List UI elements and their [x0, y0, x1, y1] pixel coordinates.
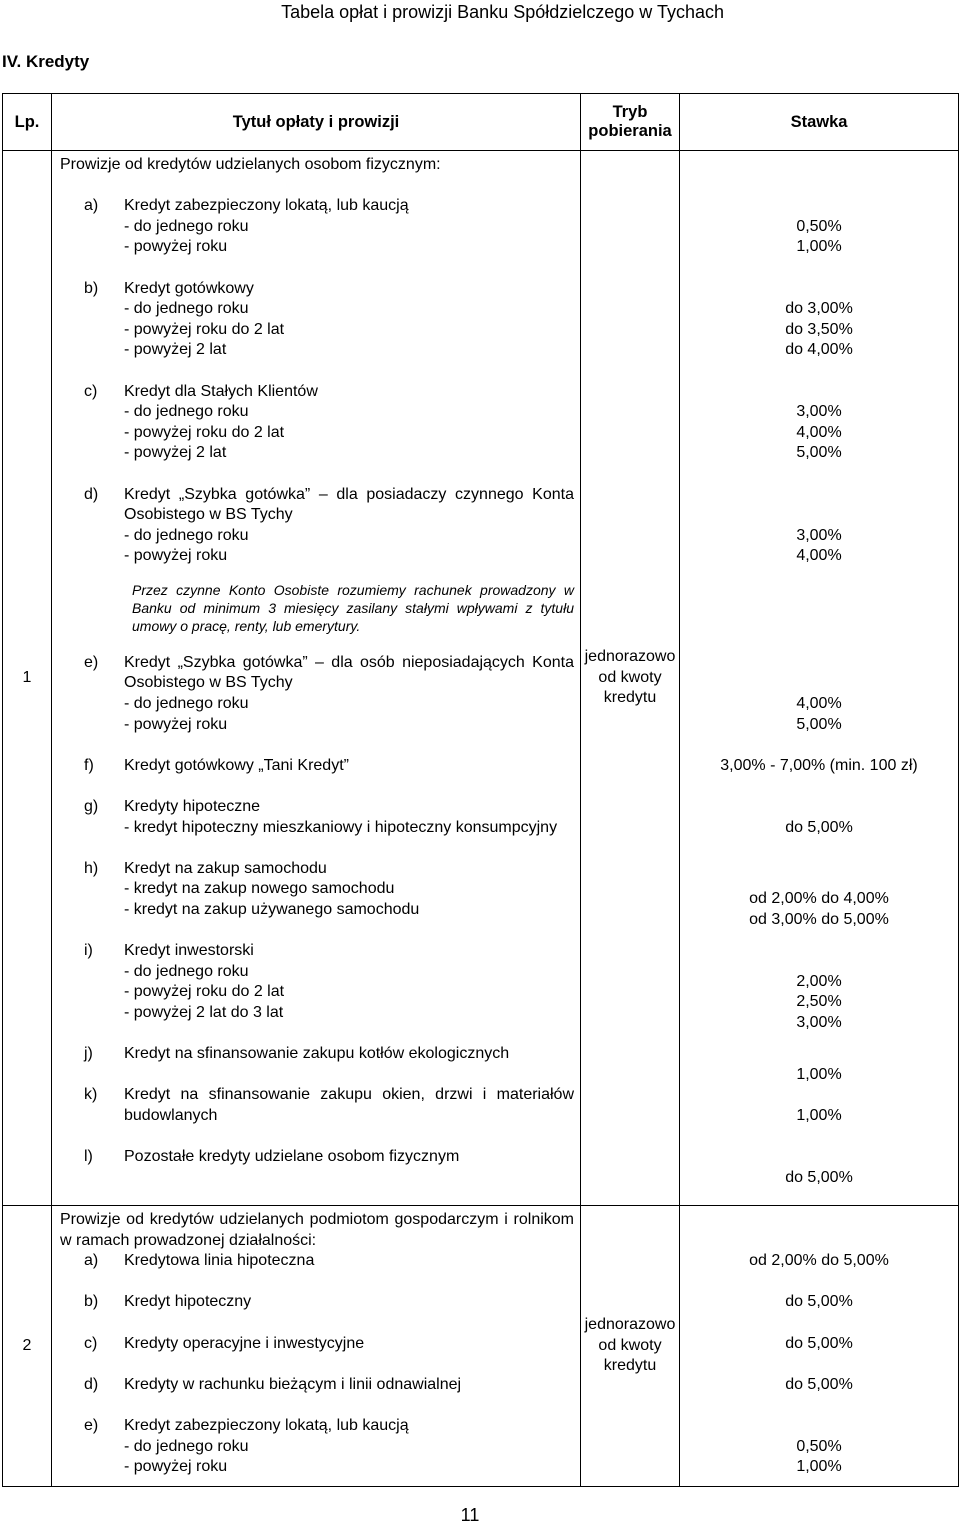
section-title: IV. Kredyty	[2, 52, 90, 71]
header-mode-line1: Tryb	[612, 103, 648, 121]
rate-value: 4,00%	[796, 547, 842, 565]
row-title-cell	[52, 151, 581, 1206]
row-lp: 1	[3, 151, 52, 1206]
rate-value: 5,00%	[796, 715, 842, 733]
rate-value: 2,00%	[796, 972, 842, 990]
list-item-h: h) Kredyt na zakup samochodu - kredyt na zakup nowego samochodu - kredyt na zakup używanego samochodu	[84, 859, 420, 918]
rate-value: 3,00%	[796, 1013, 842, 1031]
rate-value: 0,50%	[796, 217, 842, 235]
rate-value: do 5,00%	[785, 1334, 853, 1352]
rate-value: od 2,00% do 4,00%	[749, 890, 889, 908]
row-lp: 2	[3, 1206, 52, 1487]
header-rate: Stawka	[680, 94, 959, 151]
rate-value: 1,00%	[796, 238, 842, 256]
list-item-c: c) Kredyt dla Stałych Klientów - do jednego roku - powyżej roku do 2 lat - powyżej 2 lat	[84, 382, 318, 462]
rate-value: 4,00%	[796, 695, 842, 713]
rate-value: do 4,00%	[785, 341, 853, 359]
list-item-g: g) Kredyty hipoteczne - kredyt hipoteczny mieszkaniowy i hipoteczny konsumpcyjny	[84, 798, 558, 836]
list-item-c: c) Kredyty operacyjne i inwestycyjne	[84, 1334, 365, 1352]
list-item-d: d) Kredyty w rachunku bieżącym i linii odnawialnej	[84, 1375, 462, 1393]
list-item-a: a) Kredytowa linia hipoteczna	[84, 1252, 315, 1270]
list-item-k: k) Kredyt na sfinansowanie zakupu okien, drzwi i materiałów budowlanych	[84, 1086, 574, 1124]
list-item-e: e) Kredyt „Szybka gotówka” – dla osób nieposiadających Konta Osobistego w BS Tychy - do jednego roku - powyżej roku	[84, 653, 574, 733]
rate-value: od 2,00% do 5,00%	[749, 1252, 889, 1270]
rate-value: do 5,00%	[785, 1293, 853, 1311]
row-rate-cell	[680, 151, 959, 1206]
rate-value: 3,00%	[796, 526, 842, 544]
header-mode-line2: pobierania	[588, 122, 672, 140]
fees-table	[2, 93, 959, 1487]
rate-value: do 5,00%	[785, 818, 853, 836]
rate-value: 3,00%	[796, 403, 842, 421]
header-title: Tytuł opłaty i prowizji	[52, 94, 581, 151]
page-header: Tabela opłat i prowizji Banku Spółdzielczego w Tychach	[281, 2, 724, 22]
rate-value: 4,00%	[796, 423, 842, 441]
list-item-d: d) Kredyt „Szybka gotówka” – dla posiadaczy czynnego Konta Osobistego w BS Tychy - do jednego roku - powyżej roku	[84, 485, 574, 565]
list-item-b: b) Kredyt hipoteczny	[84, 1293, 252, 1311]
table-row	[3, 151, 959, 1206]
rate-value: 2,50%	[796, 993, 842, 1011]
table-header-row	[3, 94, 959, 151]
rate-value: 1,00%	[796, 1458, 842, 1476]
rate-value: od 3,00% do 5,00%	[749, 911, 889, 928]
rate-value: 5,00%	[796, 444, 842, 462]
row-rate-cell	[680, 1206, 959, 1487]
table-row	[3, 1206, 959, 1487]
list-item-b: b) Kredyt gotówkowy - do jednego roku - powyżej roku do 2 lat - powyżej 2 lat	[84, 279, 285, 359]
rate-value: 0,50%	[796, 1437, 842, 1455]
header-mode	[581, 94, 680, 151]
list-item-e: e) Kredyt zabezpieczony lokatą, lub kaucją - do jednego roku - powyżej roku	[84, 1416, 409, 1476]
header-lp: Lp.	[3, 94, 52, 151]
row-intro: Prowizje od kredytów udzielanych osobom fizycznym:	[60, 156, 441, 173]
rate-value: 3,00% - 7,00% (min. 100 zł)	[720, 756, 918, 774]
rate-value: do 3,00%	[785, 300, 853, 318]
rate-value: 1,00%	[796, 1106, 842, 1124]
list-item-a: a) Kredyt zabezpieczony lokatą, lub kaucją - do jednego roku - powyżej roku	[84, 197, 409, 256]
row-mode-cell: jednorazowo od kwoty kredytu	[581, 1206, 680, 1487]
list-item-l: l) Pozostałe kredyty udzielane osobom fizycznym	[84, 1148, 460, 1166]
list-item-i: i) Kredyt inwestorski - do jednego roku - powyżej roku do 2 lat - powyżej 2 lat do 3 lat	[84, 942, 285, 1021]
list-item-j: j) Kredyt na sfinansowanie zakupu kotłów ekologicznych	[84, 1045, 510, 1063]
rate-value: do 5,00%	[785, 1168, 853, 1186]
page-number: 11	[460, 1505, 480, 1525]
row-title-cell	[52, 1206, 581, 1487]
row-mode-cell: jednorazowo od kwoty kredytu	[581, 151, 680, 1206]
row-intro: Prowizje od kredytów udzielanych podmiotom gospodarczym i rolnikom w ramach prowadzonej działalności:	[60, 1211, 574, 1249]
rate-value: do 3,50%	[785, 320, 853, 338]
rate-value: 1,00%	[796, 1065, 842, 1083]
rate-value: do 5,00%	[785, 1375, 853, 1393]
active-account-note: Przez czynne Konto Osobiste rozumiemy rachunek prowadzony w Banku od minimum 3 miesięcy zasilany stałymi wpływami z tytułu umowy o pracę, renty, lub emerytury.	[132, 581, 574, 634]
list-item-f: f) Kredyt gotówkowy „Tani Kredyt”	[84, 756, 349, 774]
